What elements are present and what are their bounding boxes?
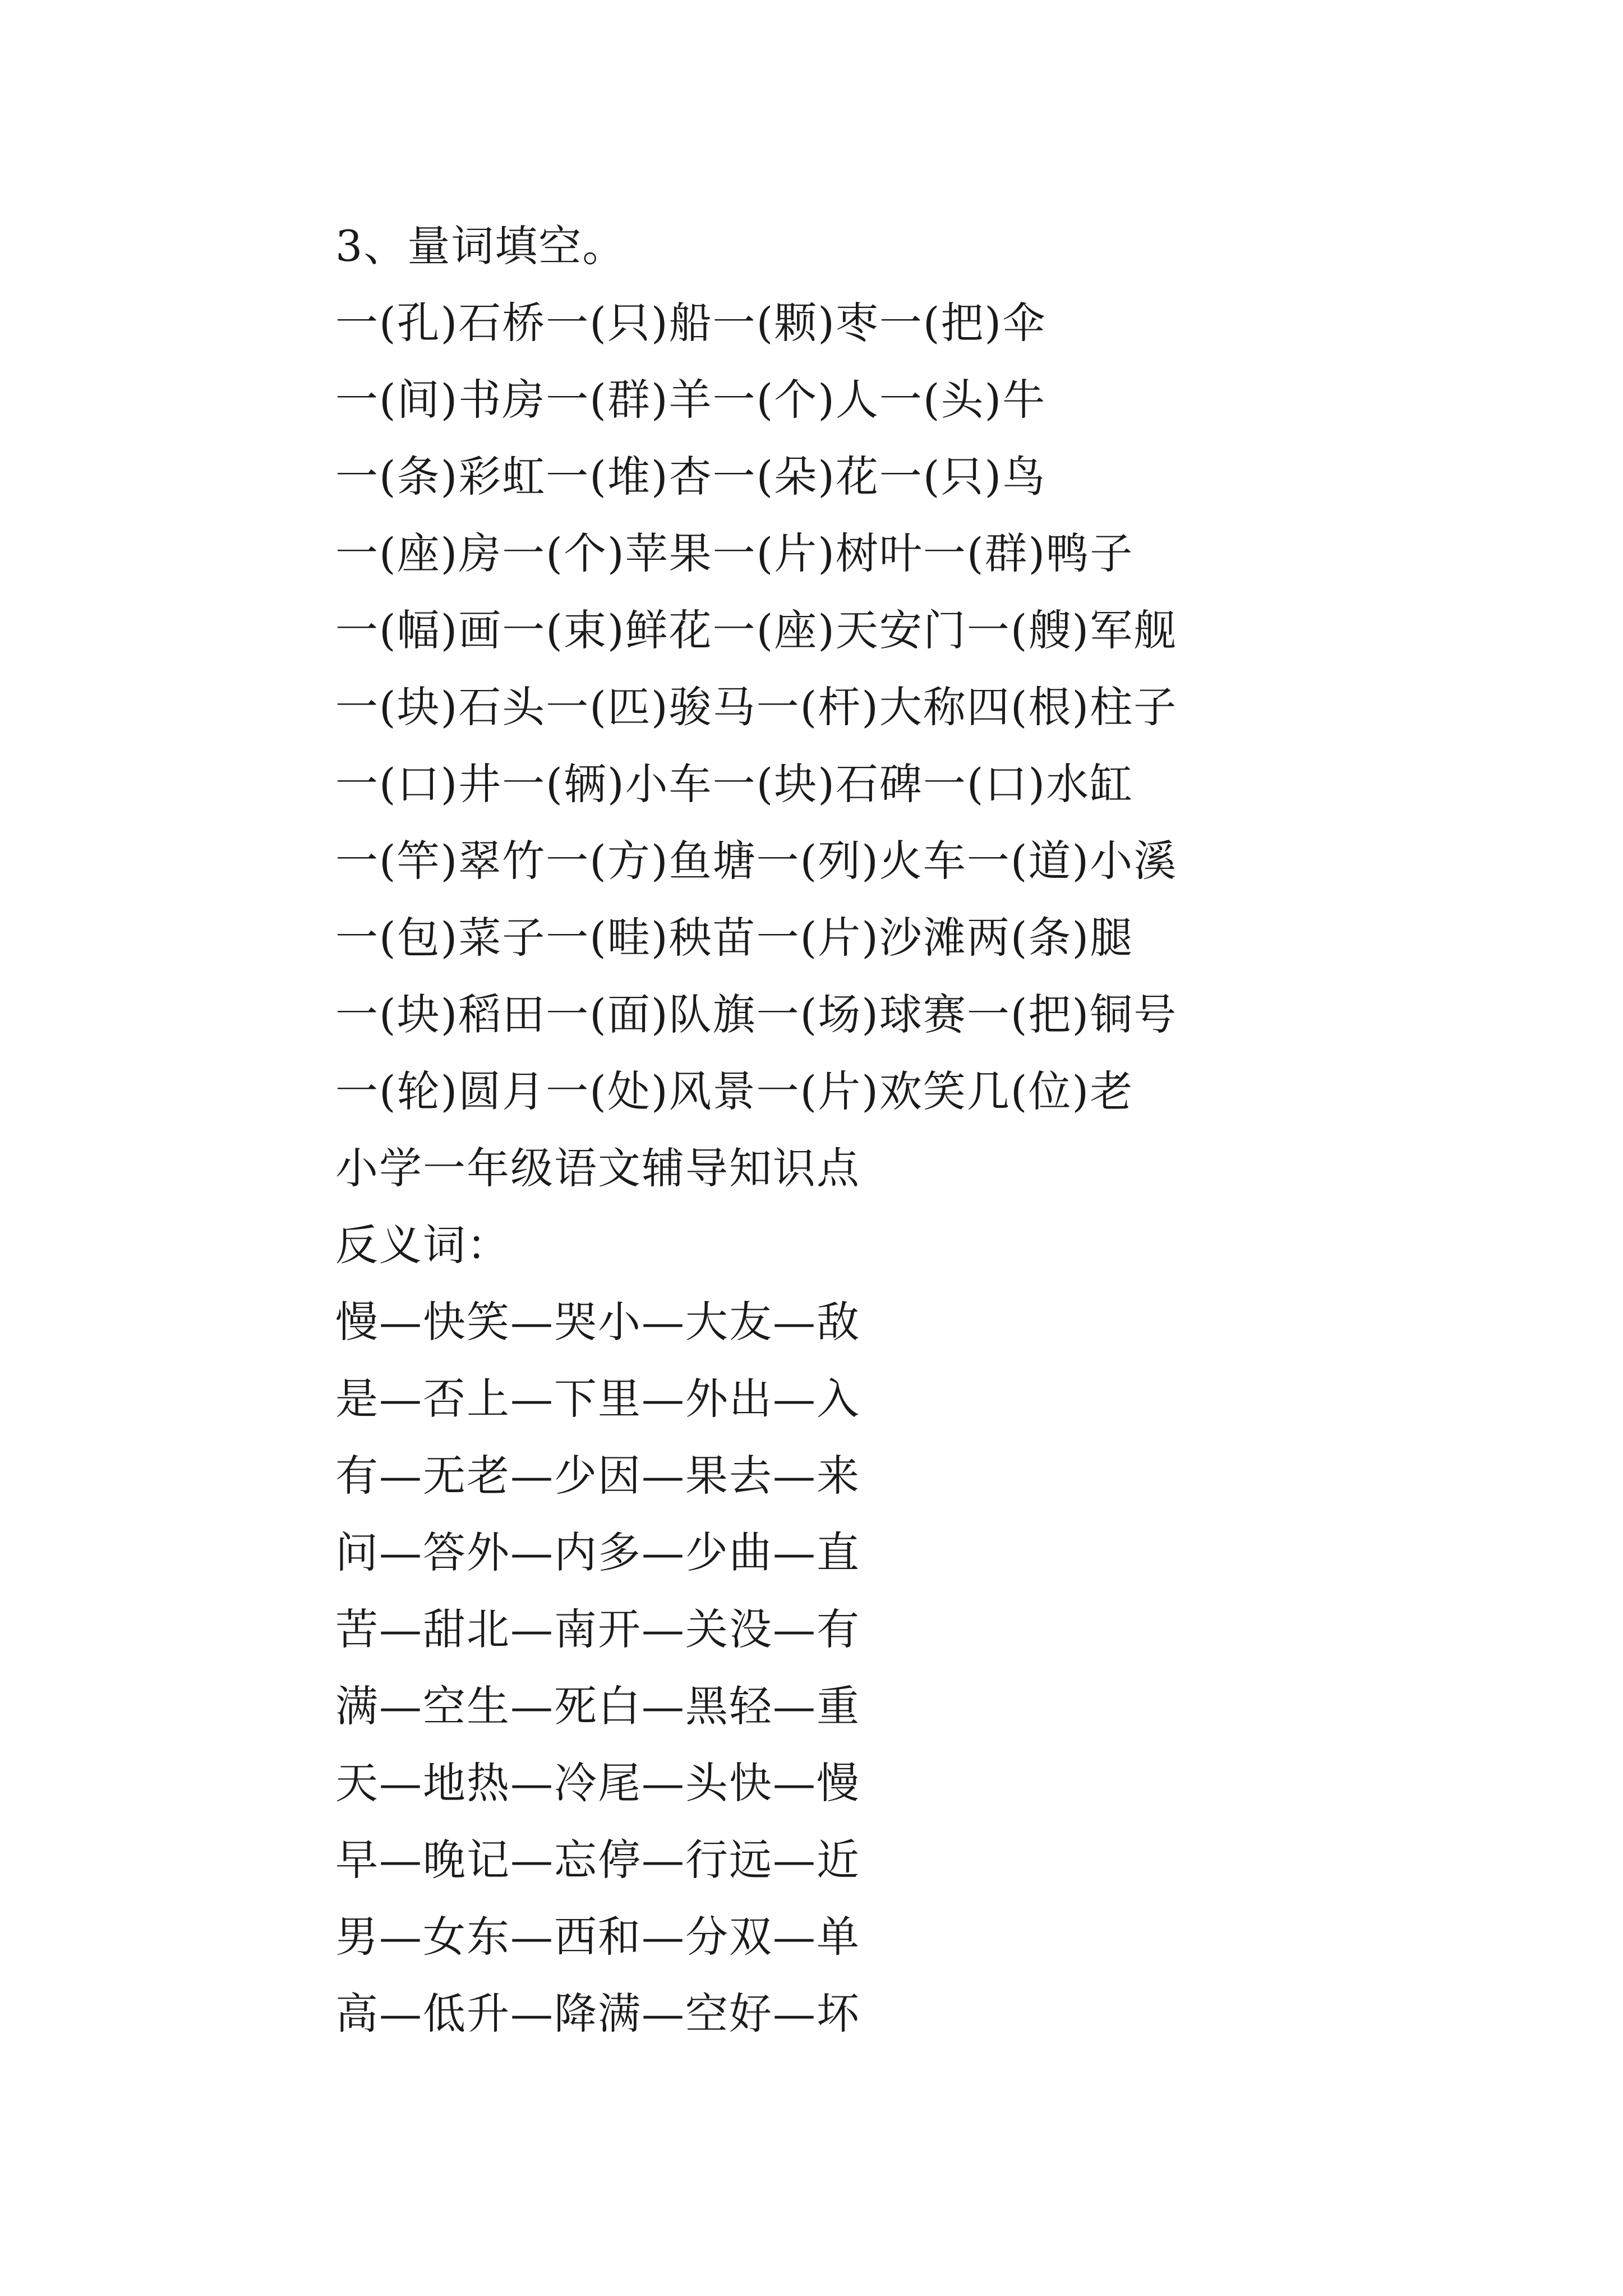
antonym-line: 高—低升—降满—空好—坏: [335, 1989, 860, 2039]
antonym-line: 问—答外—内多—少曲—直: [335, 1527, 860, 1577]
measure-word-line: 一(幅)画一(束)鲜花一(座)天安门一(艘)军舰: [335, 605, 1178, 655]
measure-word-line: 一(竿)翠竹一(方)鱼塘一(列)火车一(道)小溪: [335, 836, 1178, 886]
antonym-line: 满—空生—死白—黑轻—重: [335, 1681, 860, 1731]
measure-word-line: 一(包)菜子一(畦)秧苗一(片)沙滩两(条)腿: [335, 913, 1134, 963]
knowledge-heading: 小学一年级语文辅导知识点: [335, 1143, 860, 1193]
antonym-line: 早—晚记—忘停—行远—近: [335, 1835, 860, 1885]
measure-word-line: 一(口)井一(辆)小车一(块)石碑一(口)水缸: [335, 759, 1134, 809]
measure-word-list: [335, 284, 1457, 1130]
antonym-line: 苦—甜北—南开—关没—有: [335, 1604, 860, 1654]
antonym-line: 天—地热—冷尾—头快—慢: [335, 1758, 860, 1808]
document-body: [335, 208, 1457, 2052]
measure-word-line: 一(轮)圆月一(处)风景一(片)欢笑几(位)老: [335, 1066, 1134, 1116]
measure-word-line: 一(孔)石桥一(只)船一(颗)枣一(把)伞: [335, 298, 1046, 348]
measure-word-line: 一(条)彩虹一(堆)杏一(朵)花一(只)鸟: [335, 452, 1046, 501]
measure-word-line: 一(块)稻田一(面)队旗一(场)球赛一(把)铜号: [335, 990, 1178, 1039]
measure-word-line: 一(间)书房一(群)羊一(个)人一(头)牛: [335, 375, 1046, 425]
antonym-line: 男—女东—西和—分双—单: [335, 1912, 860, 1962]
antonym-list: [335, 1283, 1457, 2052]
antonym-line: 慢—快笑—哭小—大友—敌: [335, 1297, 860, 1347]
section-title: 3、量词填空。: [335, 221, 626, 271]
measure-word-line: 一(座)房一(个)苹果一(片)树叶一(群)鸭子: [335, 528, 1134, 578]
antonym-line: 有—无老—少因—果去—来: [335, 1451, 860, 1501]
antonym-line: 是—否上—下里—外出—入: [335, 1374, 860, 1424]
measure-word-line: 一(块)石头一(匹)骏马一(杆)大称四(根)柱子: [335, 682, 1178, 732]
antonym-title: 反义词：: [335, 1220, 510, 1270]
